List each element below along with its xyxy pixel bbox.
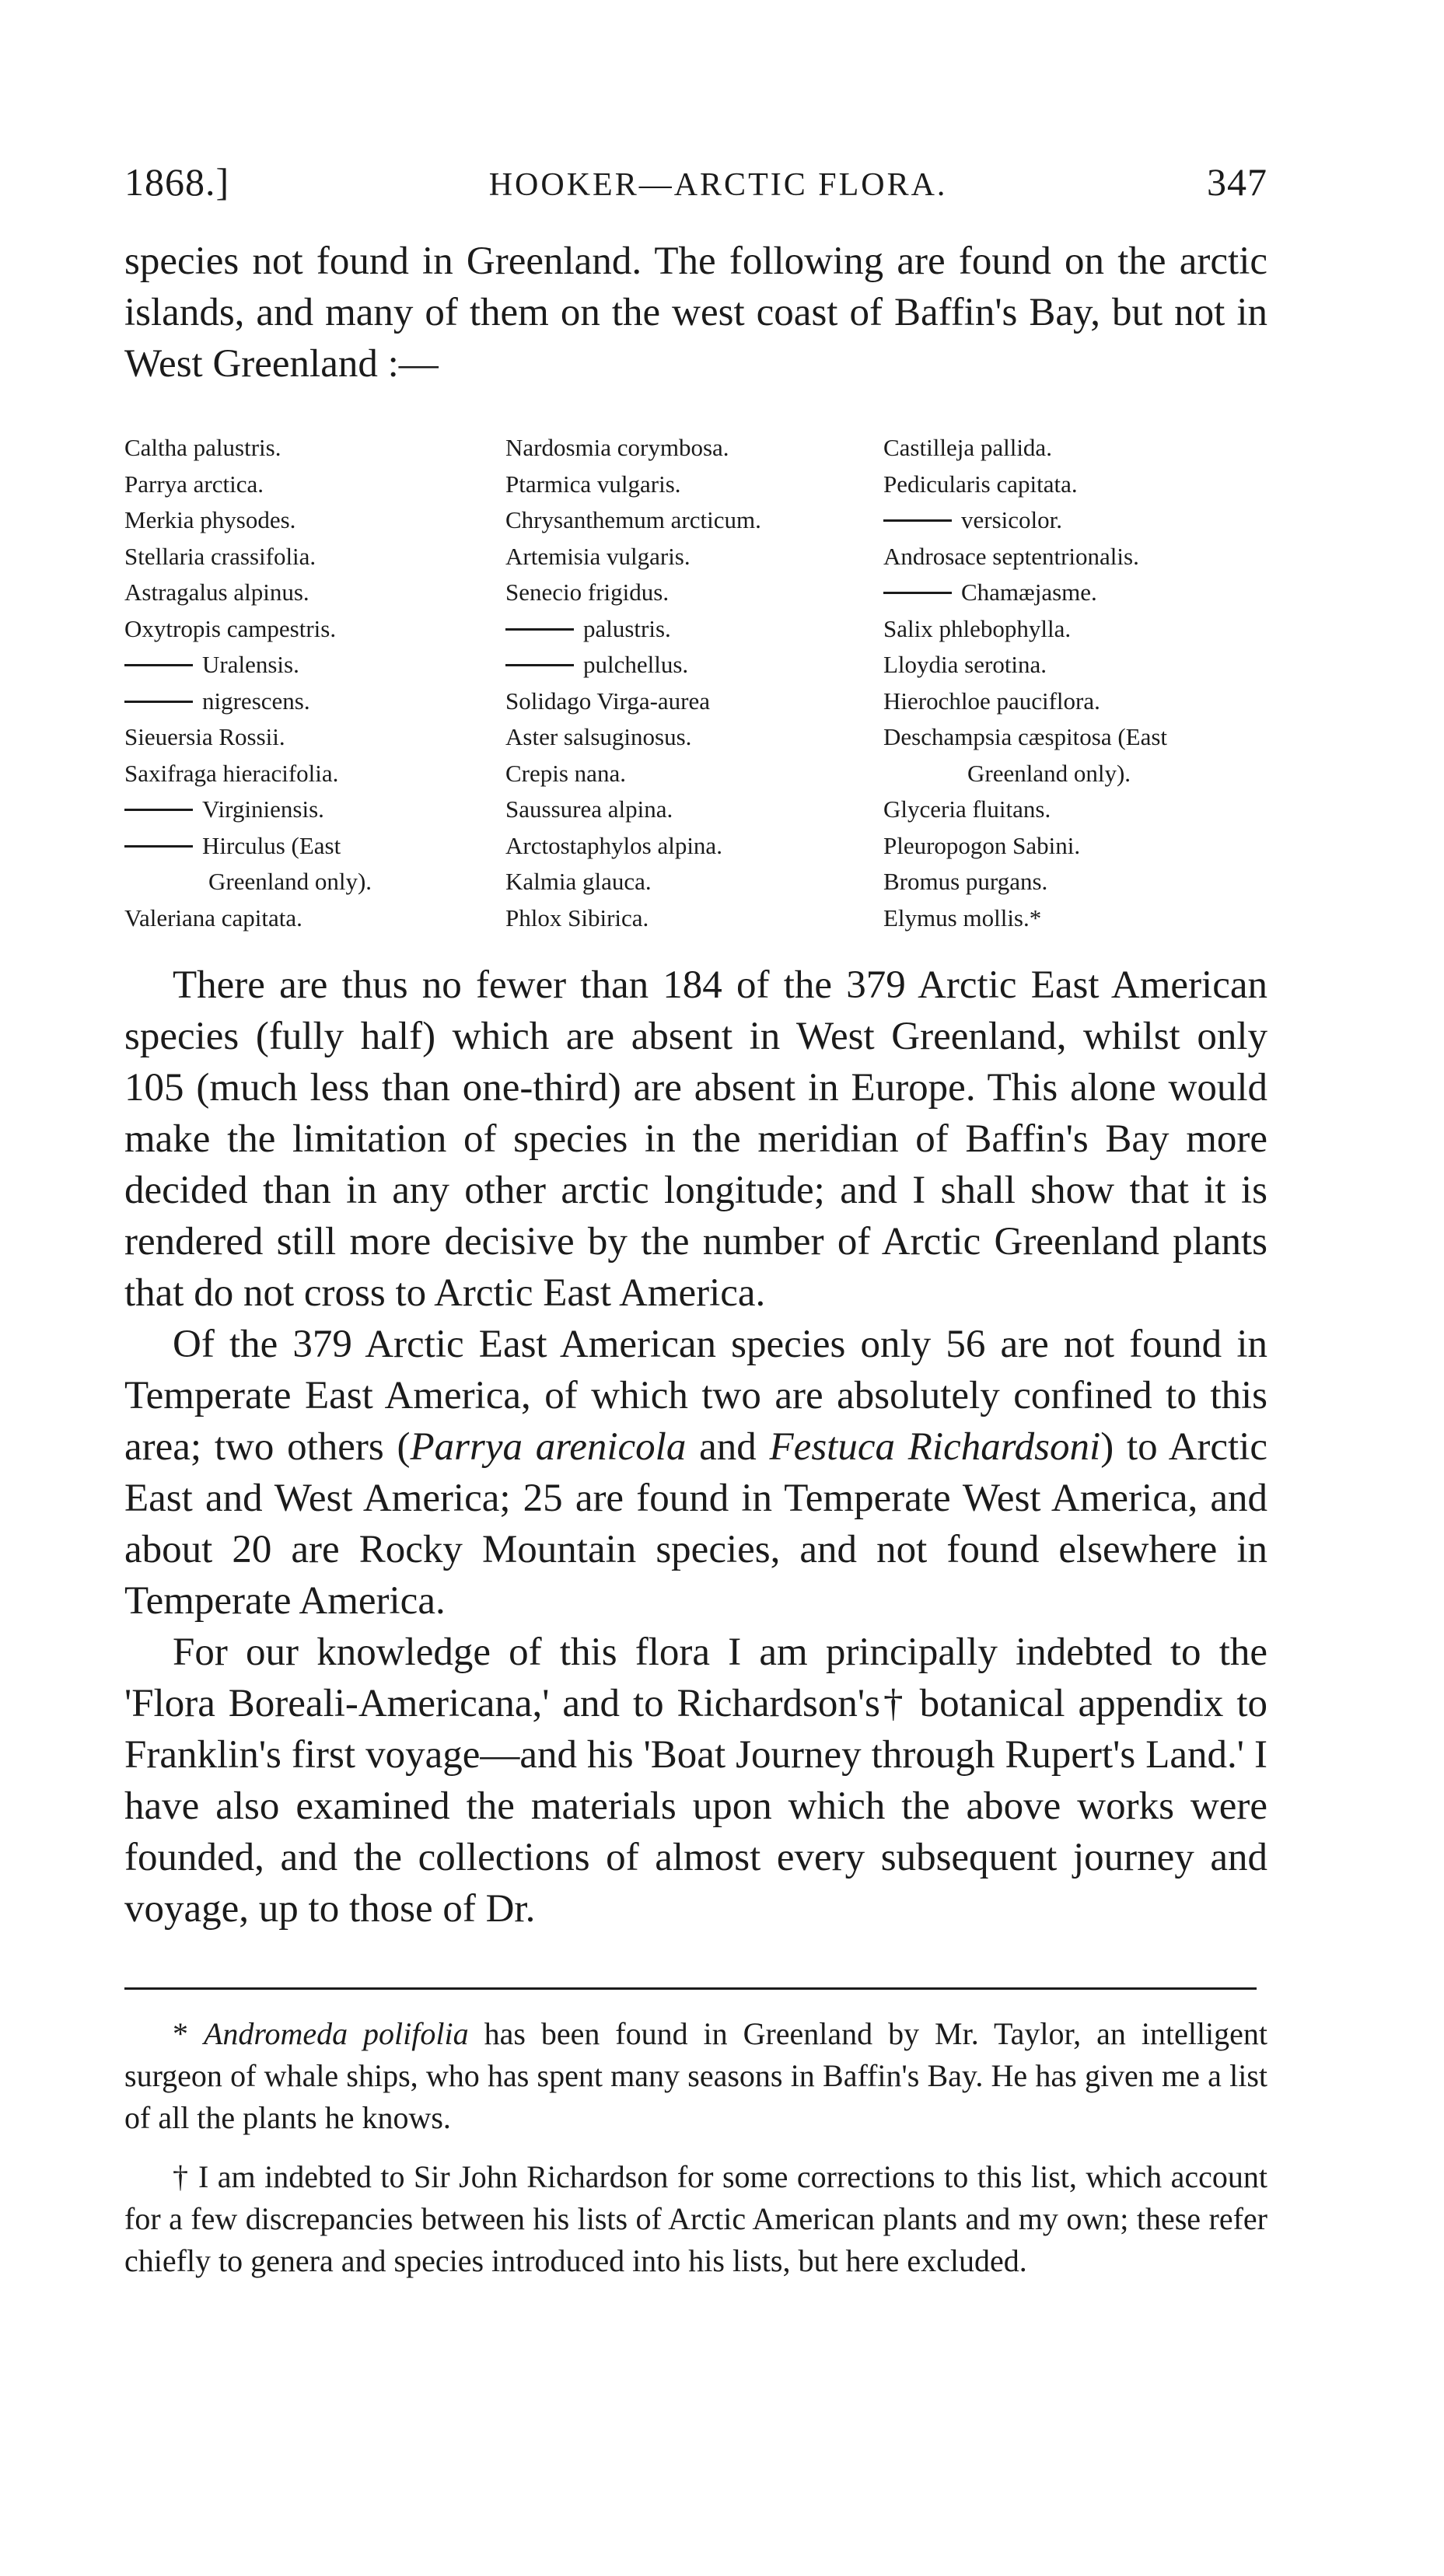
species-item: Nardosmia corymbosa. bbox=[505, 434, 729, 461]
intro-paragraph: species not found in Greenland. The following are found on the arctic islands, and many of them on the west coast of Baffin's Bay, but not in West Greenland :— bbox=[124, 239, 1267, 386]
species-item: Deschampsia cæspitosa (East bbox=[883, 723, 1168, 750]
species-item: Astragalus alpinus. bbox=[124, 578, 309, 606]
footnote-2: † I am indebted to Sir John Richardson for some corrections to this list, which account for a few discrepancies between his lists of Arctic American plants and my own; these refer chiefly to genera and species introduced into his lists, but here excluded. bbox=[124, 2159, 1267, 2278]
footnotes bbox=[124, 2013, 1267, 2282]
species-item: Glyceria fluitans. bbox=[883, 795, 1051, 823]
species-item-repeat bbox=[124, 828, 505, 865]
p2-text-3: ) to Arctic East and West America; 25 are found in Temperate West America, and about 20 are Rocky Mountain species, and not found elsewhere in Temperate America. bbox=[124, 1425, 1268, 1623]
species-item-repeat bbox=[883, 575, 1267, 611]
header-title: HOOKER—ARCTIC FLORA. bbox=[488, 167, 948, 203]
species-item: Crepis nana. bbox=[505, 759, 626, 787]
species-epithet: Chamæjasme. bbox=[961, 578, 1097, 606]
species-item: Sieuersia Rossii. bbox=[124, 723, 285, 750]
species-item: Ptarmica vulgaris. bbox=[505, 470, 681, 498]
footnote-1-text: has been found in Greenland by Mr. Taylor, an intelligent surgeon of whale ships, who has spent many seasons in Baffin's Bay. He has given me a list of all the plants he knows. bbox=[124, 2016, 1268, 2135]
body-paragraph-2 bbox=[124, 1319, 1267, 1627]
species-epithet: Virginiensis. bbox=[202, 795, 324, 823]
species-item: Saussurea alpina. bbox=[505, 795, 673, 823]
species-item: Hierochloe pauciflora. bbox=[883, 687, 1100, 715]
species-epithet: nigrescens. bbox=[202, 687, 310, 715]
body-paragraph-3: For our knowledge of this flora I am principally indebted to the 'Flora Boreali-Americana,' and to Richardson's† botanical appendix to Franklin's first voyage—and his 'Boat Journey through Rupert's Land.' I have also examined the materials upon which the above works were founded, and the collections of almost every subsequent journey and voyage, up to those of Dr. bbox=[124, 1631, 1267, 1931]
species-item: Senecio frigidus. bbox=[505, 578, 670, 606]
species-item: Phlox Sibirica. bbox=[505, 904, 649, 931]
species-item: Artemisia vulgaris. bbox=[505, 542, 691, 570]
footnote-1-species: Andromeda polifolia bbox=[203, 2016, 469, 2051]
species-item: Castilleja pallida. bbox=[883, 434, 1052, 461]
species-item: Elymus mollis.* bbox=[883, 904, 1042, 931]
species-column-1 bbox=[124, 430, 505, 936]
ditto-dash bbox=[124, 809, 193, 811]
species-item: Oxytropis campestris. bbox=[124, 614, 337, 642]
species-item-repeat bbox=[124, 683, 505, 720]
species-item-continuation: Greenland only). bbox=[208, 868, 372, 895]
ditto-dash bbox=[124, 701, 193, 703]
species-item-repeat bbox=[883, 502, 1267, 539]
species-item: Parrya arctica. bbox=[124, 470, 264, 498]
species-item: Chrysanthemum arcticum. bbox=[505, 506, 761, 533]
p2-text-1: Of the 379 Arctic East American species only 56 are not found in Temperate East America, of which two are absolutely confined to this area; two others ( bbox=[124, 1323, 1267, 1469]
species-item: Kalmia glauca. bbox=[505, 868, 652, 895]
ditto-dash bbox=[883, 592, 952, 594]
species-name-italic: Parrya arenicola bbox=[410, 1425, 687, 1469]
book-page bbox=[124, 159, 1267, 2282]
species-item-repeat bbox=[505, 611, 883, 648]
species-item-repeat bbox=[505, 647, 883, 683]
p2-text-2: and bbox=[686, 1425, 770, 1469]
species-epithet: Hirculus (East bbox=[202, 831, 341, 859]
ditto-dash bbox=[124, 845, 193, 848]
footnote-divider bbox=[124, 1987, 1257, 1990]
species-item: Lloydia serotina. bbox=[883, 651, 1047, 678]
footnote-1-mark: * bbox=[173, 2016, 204, 2051]
species-item: Salix phlebophylla. bbox=[883, 614, 1072, 642]
species-epithet: pulchellus. bbox=[583, 651, 689, 678]
species-item: Valeriana capitata. bbox=[124, 904, 302, 931]
species-column-3 bbox=[883, 430, 1267, 936]
species-epithet: Uralensis. bbox=[202, 651, 299, 678]
species-item: Arctostaphylos alpina. bbox=[505, 831, 722, 859]
species-item: Solidago Virga-aurea bbox=[505, 687, 711, 715]
footnote-1 bbox=[124, 2013, 1267, 2139]
species-item-repeat bbox=[124, 792, 505, 828]
species-item: Bromus purgans. bbox=[883, 868, 1048, 895]
ditto-dash bbox=[505, 628, 574, 631]
species-item-repeat bbox=[124, 647, 505, 683]
species-item: Pleuropogon Sabini. bbox=[883, 831, 1081, 859]
header-year: 1868.] bbox=[124, 160, 230, 204]
running-header bbox=[124, 159, 1267, 206]
page-number: 347 bbox=[1206, 160, 1267, 204]
species-epithet: palustris. bbox=[583, 614, 671, 642]
species-item: Saxifraga hieracifolia. bbox=[124, 759, 339, 787]
species-list bbox=[124, 430, 1267, 936]
species-column-2 bbox=[505, 430, 883, 936]
species-epithet: versicolor. bbox=[961, 506, 1062, 533]
species-item: Pedicularis capitata. bbox=[883, 470, 1078, 498]
species-item: Stellaria crassifolia. bbox=[124, 542, 316, 570]
body-paragraph-1: There are thus no fewer than 184 of the 379 Arctic East American species (fully half) which are absent in West Greenland, whilst only 105 (much less than one-third) are absent in Europe. This alone would make the limitation of species in the meridian of Baffin's Bay more decided than in any other arctic longitude; and I shall show that it is rendered still more decisive by the number of Arctic Greenland plants that do not cross to Arctic East America. bbox=[124, 963, 1267, 1315]
ditto-dash bbox=[505, 664, 574, 666]
species-item: Merkia physodes. bbox=[124, 506, 296, 533]
species-name-italic: Festuca Richardsoni bbox=[769, 1425, 1101, 1469]
ditto-dash bbox=[124, 664, 193, 666]
species-item-continuation: Greenland only). bbox=[967, 759, 1131, 787]
species-item: Androsace septentrionalis. bbox=[883, 542, 1139, 570]
species-item: Aster salsuginosus. bbox=[505, 723, 692, 750]
ditto-dash bbox=[883, 519, 952, 522]
species-item: Caltha palustris. bbox=[124, 434, 281, 461]
